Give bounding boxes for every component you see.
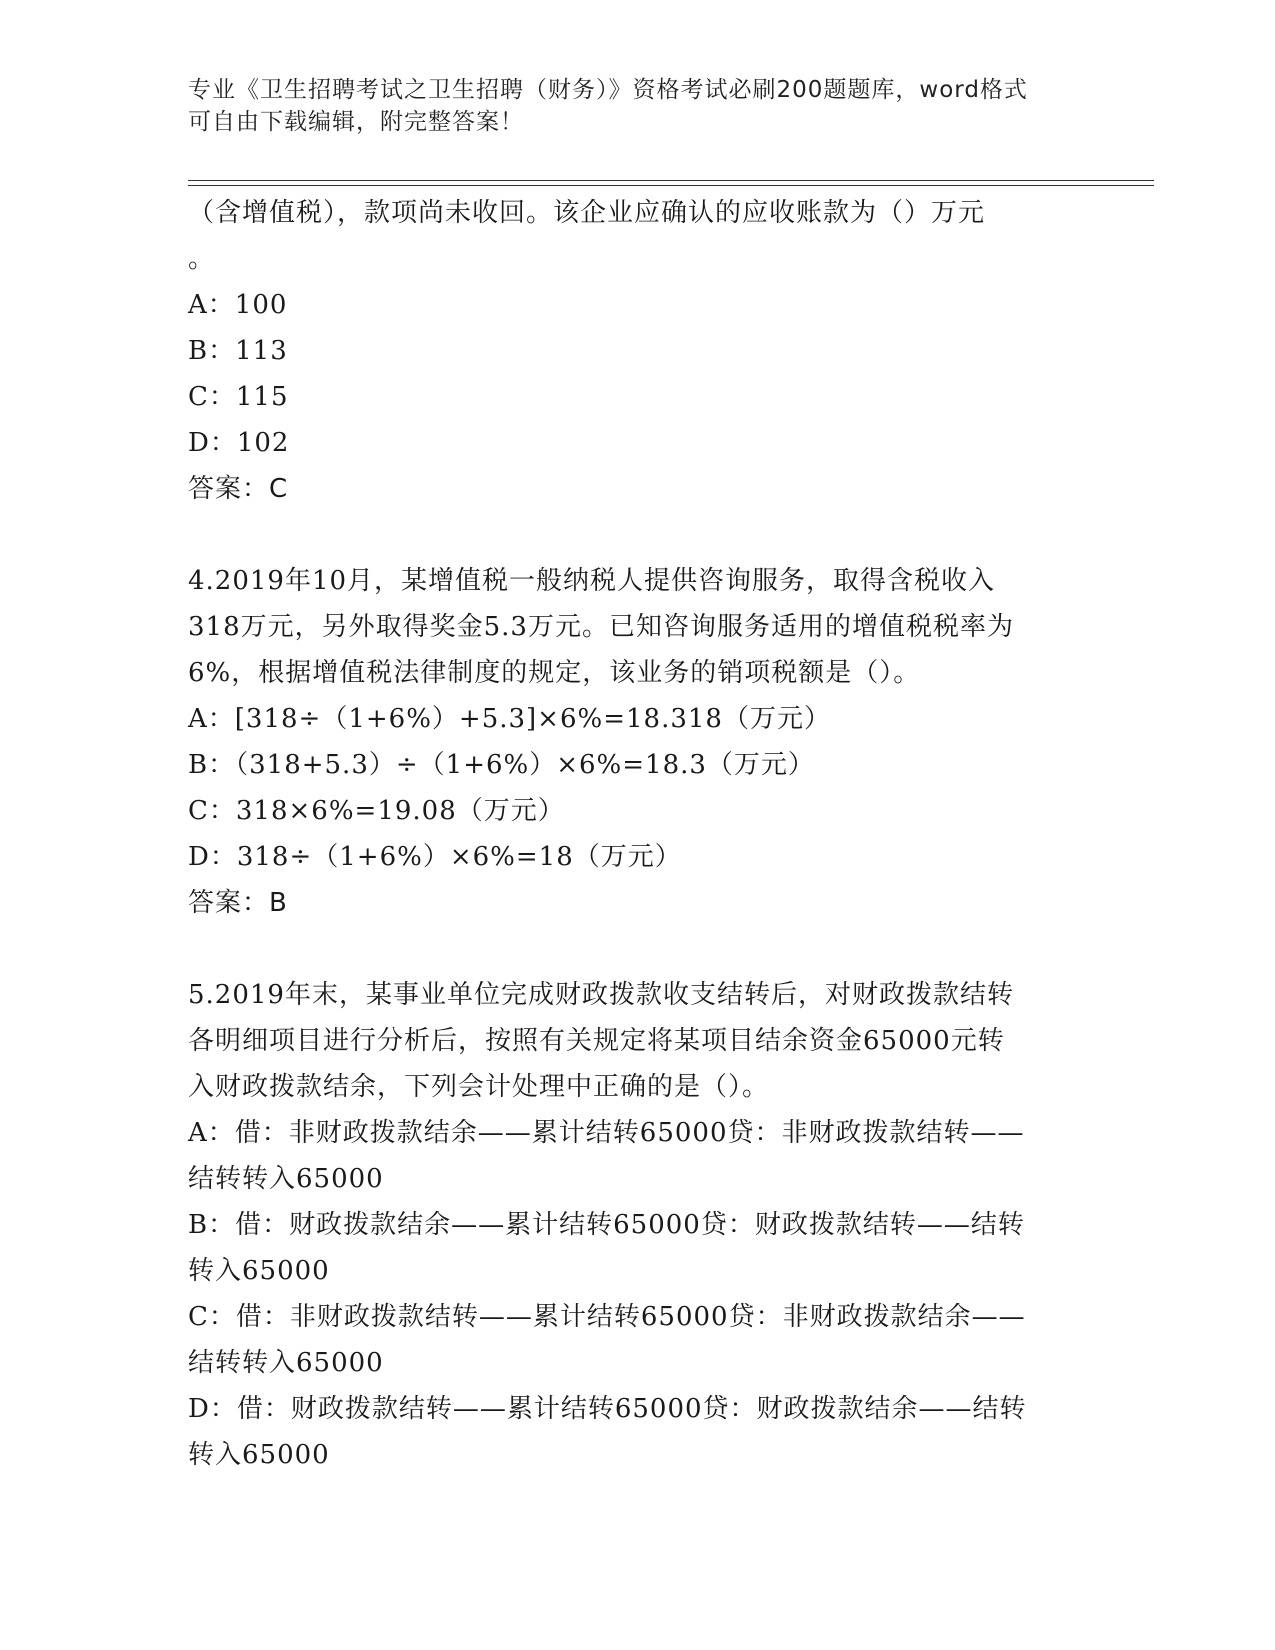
question-5-option-d-line-2: 转入65000 [188,1440,330,1470]
question-5-option-c-line-2: 结转转入65000 [188,1348,384,1378]
question-4-stem-line-1: 4.2019年10月，某增值税一般纳税人提供咨询服务，取得含税收入 [188,566,996,596]
question-3-option-a: A：100 [188,290,288,320]
question-4-stem-line-2: 318万元，另外取得奖金5.3万元。已知咨询服务适用的增值税税率为 [188,612,1014,642]
question-5-stem-line-1: 5.2019年末，某事业单位完成财政拨款收支结转后，对财政拨款结转 [188,980,1014,1010]
question-3 [188,190,1088,512]
question-5-option-a-line-1: A：借：非财政拨款结余——累计结转65000贷：非财政拨款结转—— [188,1118,1025,1148]
question-5-stem-line-3: 入财政拨款结余，下列会计处理中正确的是（）。 [188,1072,770,1102]
header-divider-top [188,180,1154,181]
question-4-answer: 答案：B [188,888,288,918]
document-header [188,74,1088,138]
question-3-option-b: B：113 [188,336,288,366]
question-5-option-a-line-2: 结转转入65000 [188,1164,384,1194]
question-5-option-d-line-1: D：借：财政拨款结转——累计结转65000贷：财政拨款结余——结转 [188,1394,1027,1424]
question-4 [188,558,1088,926]
header-line-1: 专业《卫生招聘考试之卫生招聘（财务）》资格考试必刷200题题库，word格式 [188,77,1028,103]
question-4-option-d: D：318÷（1+6%）×6%=18（万元） [188,842,682,872]
spacer [188,926,1088,972]
header-line-2: 可自由下载编辑，附完整答案！ [188,109,524,135]
question-5-option-c-line-1: C：借：非财政拨款结转——累计结转65000贷：非财政拨款结余—— [188,1302,1026,1332]
question-5-option-b-line-2: 转入65000 [188,1256,330,1286]
question-4-option-c: C：318×6%=19.08（万元） [188,796,565,826]
question-3-option-c: C：115 [188,382,289,412]
question-4-option-b: B：（318+5.3）÷（1+6%）×6%=18.3（万元） [188,750,815,780]
document-body [188,190,1088,1478]
question-5-stem-line-2: 各明细项目进行分析后，按照有关规定将某项目结余资金65000元转 [188,1026,1005,1056]
question-5-option-b-line-1: B：借：财政拨款结余——累计结转65000贷：财政拨款结转——结转 [188,1210,1025,1240]
spacer [188,512,1088,558]
question-3-stem-line-2: 。 [188,244,216,274]
question-4-option-a: A：[318÷（1+6%）+5.3]×6%=18.318（万元） [188,704,831,734]
header-divider-bottom [188,185,1154,186]
question-4-stem-line-3: 6%，根据增值税法律制度的规定，该业务的销项税额是（）。 [188,658,921,688]
question-3-stem-line-1: （含增值税），款项尚未收回。该企业应确认的应收账款为（）万元 [188,198,986,228]
question-3-option-d: D：102 [188,428,290,458]
question-3-answer: 答案：C [188,474,289,504]
question-5 [188,972,1088,1478]
